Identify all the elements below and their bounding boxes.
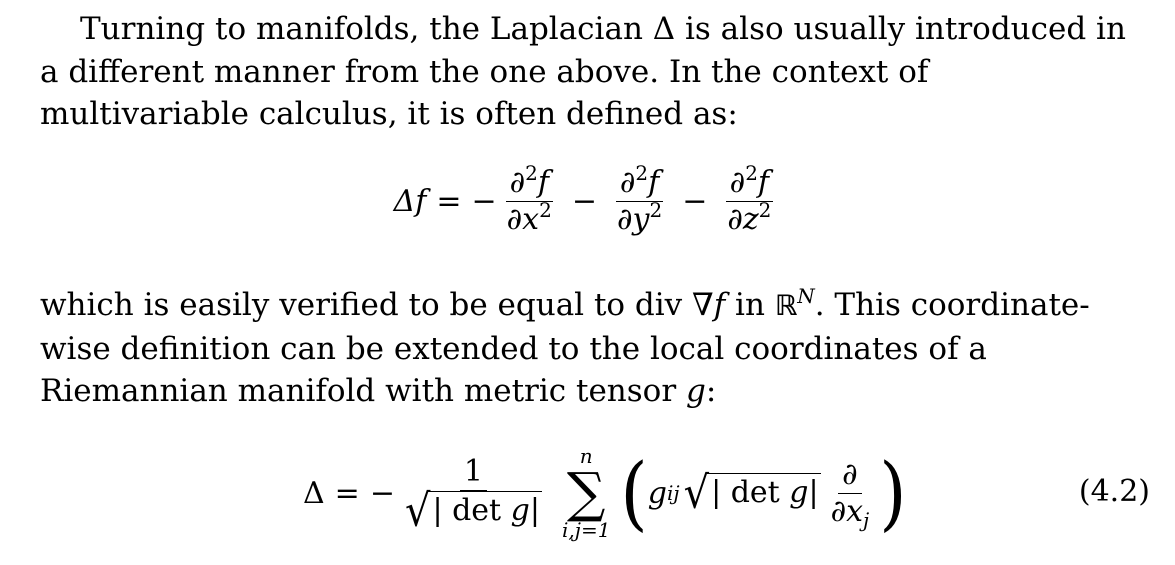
- equation-laplacian-cartesian: Δf = − $\frac{\partial^2f}{\partial x^2}$ − $\frac{\partial^2f}{\partial y^2}$ − $\frac{\partial^2f}{\partial z^2}$: [0, 165, 1175, 255]
- eq1-equals: =: [436, 184, 462, 219]
- eq1-term-y: $\frac{\partial^2f}{\partial y^2}$: [616, 161, 663, 237]
- eq2-lhs: Δ: [303, 475, 325, 511]
- sqrt-det-g: √ | det g|: [404, 485, 540, 536]
- paragraph-1: Turning to manifolds, the Laplacian Δ is also usually introduced in a different manner from the one above. In the context of multivariable calculus, it is often defined as:: [40, 11, 1126, 132]
- sqrt-det-g-inner: √ | det g|: [683, 467, 819, 519]
- partial-derivative: $\frac{\partial}{\partial x_j}$: [830, 456, 870, 532]
- eq1-lhs: Δf: [393, 184, 427, 219]
- paragraph-2: which is easily verified to be equal to div ∇f in ℝ$^N$. This coordinate-wise definition can be extended to the local coordinates of a Riemannian manifold with metric tensor g:: [40, 284, 1090, 409]
- eq2-fraction: 1 √ | det g|: [404, 453, 540, 536]
- equation-laplace-beltrami: Δ = − 1 √ | det g| n ∑ i,j=1 ( g ij √ | det g| $\frac{\partial}{\partial x_j}$ ): [303, 444, 907, 542]
- eq1-term-z: $\frac{\partial^2f}{\partial z^2}$: [727, 161, 772, 237]
- equation-number: (4.2): [1078, 474, 1150, 509]
- summation: n ∑ i,j=1: [561, 444, 611, 542]
- eq1-minus: −: [471, 184, 497, 219]
- eq1-term-x: $\frac{\partial^2f}{\partial x^2}$: [506, 161, 552, 237]
